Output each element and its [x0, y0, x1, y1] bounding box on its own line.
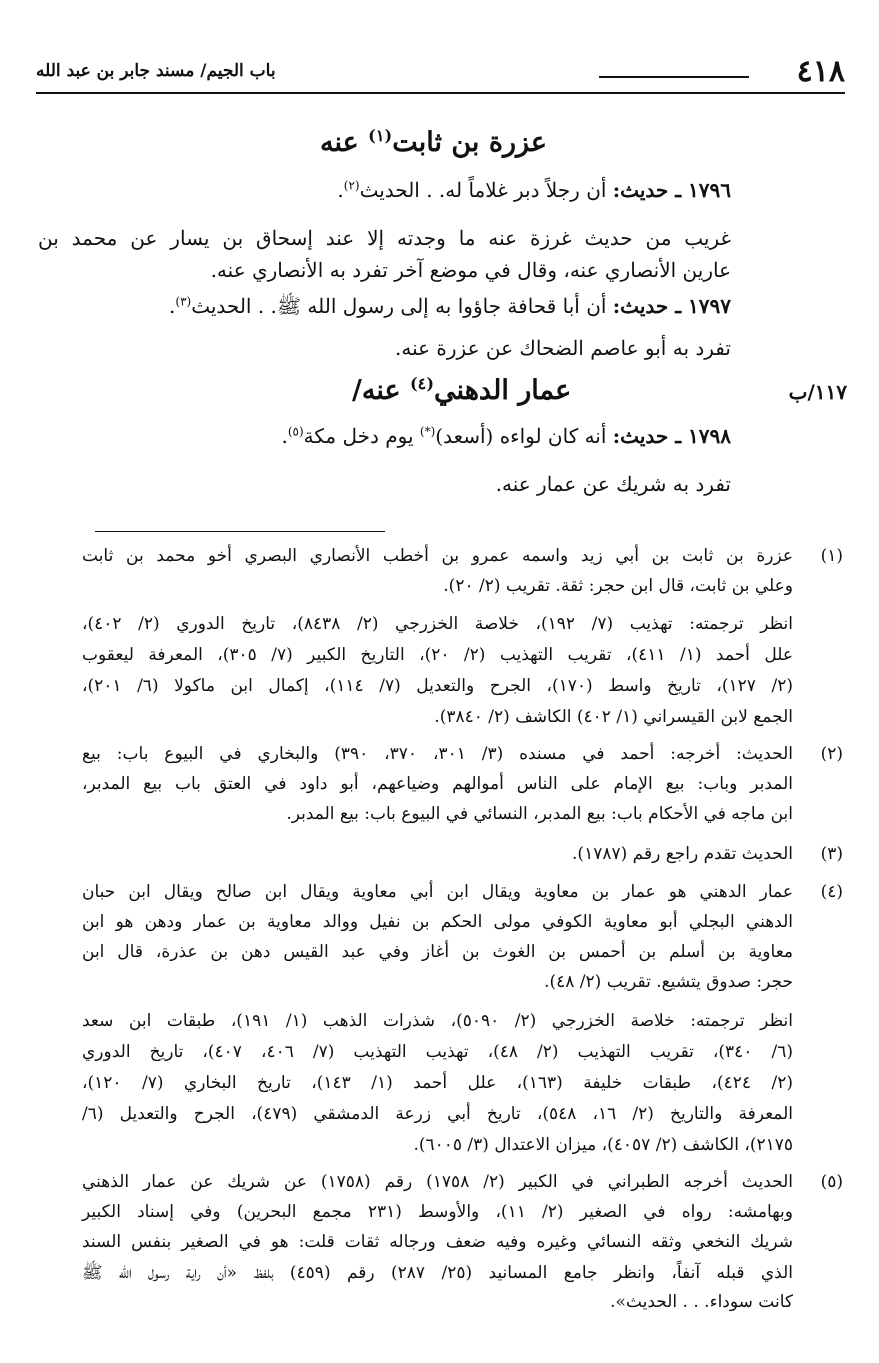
footnote-line: الحديث تقدم راجع رقم (١٧٨٧). [572, 844, 793, 864]
hadith-number: ١٧٩٦ [688, 178, 731, 202]
footnote-line: الجمع لابن القيسراني (١/ ٤٠٢) الكاشف (٢/ ٣٨٤٠). [434, 707, 793, 727]
footnote-line: الذي قبله آنفاً، وانظر جامع المسانيد (٢٥/ ٢٨٧) رقم (٤٥٩) بلفظ «أن راية رسول الله ﷺ [82, 1263, 793, 1283]
heading-name: عزرة بن ثابت [392, 127, 548, 158]
footnote-line: (٦/ ٣٤٠)، تقريب التهذيب (٢/ ٤٨)، تهذيب التهذيب (٧/ ٤٠٦، ٤٠٧)، تاريخ الدوري [82, 1042, 793, 1062]
footnote-line: الدهني البجلي أبو معاوية الكوفي مولى الحكم بن نفيل ووالد معاوية بن عمار ودهن هو ابن [82, 912, 793, 932]
footnote-line: الحديث: أخرجه: أحمد في مسنده (٣/ ٣٠١، ٣٧٠، ٣٩٠) والبخاري في البيوع باب: بيع [82, 744, 794, 764]
hadith-end: . [337, 178, 344, 202]
footnote-number: (٤) [820, 882, 843, 902]
running-title: باب الجيم/ مسند جابر بن عبد الله [36, 61, 276, 81]
footnote-line: كانت سوداء. . . الحديث». [610, 1292, 793, 1312]
footnote-line: انظر ترجمته: خلاصة الخزرجي (٢/ ٥٠٩٠)، شذرات الذهب (١/ ١٩١)، طبقات ابن سعد [82, 1011, 793, 1031]
hadith-number: ١٧٩٧ [688, 294, 731, 318]
footnote-line: الحديث أخرجه الطبراني في الكبير (٢/ ١٧٥٨) رقم (١٧٥٨) عن شريك عن عمار الذهني [82, 1172, 793, 1192]
footnote-number: (٢) [820, 744, 843, 764]
footnote-number: (٥) [820, 1172, 843, 1192]
heading-suffix: عنه [320, 127, 369, 158]
hadith-star-ref: (*) [419, 424, 436, 439]
footnote-line: المعرفة والتاريخ (٢/ ١٦، ٥٤٨)، تاريخ أبي زرعة الدمشقي (٤٧٩)، الجرح والتعديل (٦/ [82, 1104, 794, 1124]
hadith-end: . [169, 294, 176, 318]
footnote-line: (٢/ ٤٢٤)، طبقات خليفة (١٦٣)، علل أحمد (١/ ١٤٣)، تاريخ البخاري (٧/ ١٢٠)، [82, 1073, 793, 1093]
hadith-label: ـ حديث: [612, 424, 689, 448]
footnote-line: شريك النخعي وثقه النسائي وغيره وفيه ضعف ورجاله ثقات قلت: هو في الصغير بنفس السند [82, 1232, 793, 1252]
footnote-line: عمار الدهني هو عمار بن معاوية ويقال ابن أبي معاوية ويقال ابن صالح ويقال ابن حبان [82, 882, 793, 902]
footnote-line: معاوية بن أسلم بن أحمس بن الغوث بن أغاز وفي عبد القيس دهن بن عذرة، قال ابن [82, 942, 793, 962]
comment-line: تفرد به شريك عن عمار عنه. [495, 472, 731, 496]
manuscript-folio-note: ١١٧/ب [788, 380, 847, 404]
footnote-line: (٢/ ١٢٧)، تاريخ واسط (١٧٠)، الجرح والتعديل (٧/ ١١٤)، إكمال ابن ماكولا (٦/ ٢٠١)، [82, 676, 793, 696]
footnote-number: (١) [820, 546, 843, 566]
hadith-label: ـ حديث: [612, 178, 689, 202]
heading-footnote-ref: (١) [368, 126, 393, 145]
hadith-text: يوم دخل مكة [303, 424, 420, 448]
hadith-end: . [281, 424, 288, 448]
footnote-line: ابن ماجه في الأحكام باب: بيع المدبر، النسائي في البيوع باب: بيع المدبر. [286, 804, 793, 824]
hadith-text: أن أبا قحافة جاؤوا به إلى رسول الله ﷺ. . الحديث [191, 294, 613, 318]
footnote-number: (٣) [820, 844, 843, 864]
footnote-line: ٢١٧٥)، الكاشف (٢/ ٤٠٥٧)، ميزان الاعتدال (٣/ ٦٠٠٥). [413, 1135, 793, 1155]
heading-name: عمار الدهني [434, 375, 572, 406]
hadith-text: أن رجلاً دبر غلاماً له. . الحديث [359, 178, 613, 202]
hadith-footnote-ref: (٣) [175, 294, 192, 309]
heading-suffix: عنه/ [352, 375, 410, 406]
footnote-line: وبهامشه: رواه في الصغير (٢/ ١١)، والأوسط (٢٣١ مجمع البحرين) وفي إسناد الكبير [82, 1202, 793, 1222]
comment-line: تفرد به أبو عاصم الضحاك عن عزرة عنه. [395, 336, 731, 360]
footnotes [82, 0, 843, 1363]
footnote-line: المدبر وباب: بيع الإمام على الناس أموالهم وضياعهم، أبو داود في العتق باب بيع المدبر، [82, 774, 793, 794]
footnote-line: وعلي بن ثابت، قال ابن حجر: ثقة. تقريب (٢/ ٢٠). [443, 576, 793, 596]
page-number: ٤١٨ [796, 54, 845, 89]
comment-line: غريب من حديث غرزة عنه ما وجدته إلا عند إسحاق بن يسار عن محمد بن [38, 226, 731, 250]
hadith-footnote-ref: (٢) [343, 178, 360, 193]
footnote-line: عزرة بن ثابت بن أبي زيد واسمه عمرو بن أخطب الأنصاري البصري أخو محمد بن ثابت [82, 546, 793, 566]
footnote-line: علل أحمد (١/ ٤١١)، تقريب التهذيب (٢/ ٢٠)، التاريخ الكبير (٧/ ٣٠٥)، المعرفة ليعقوب [82, 645, 793, 665]
hadith-footnote-ref: (٥) [287, 424, 304, 439]
hadith-number: ١٧٩٨ [688, 424, 731, 448]
heading-footnote-ref: (٤) [410, 374, 435, 393]
hadith-label: ـ حديث: [612, 294, 689, 318]
hadith-text: أنه كان لواءه (أسعد) [435, 424, 613, 448]
comment-line: عارين الأنصاري عنه، وقال في موضع آخر تفرد به الأنصاري عنه. [210, 258, 731, 282]
footnote-line: انظر ترجمته: تهذيب (٧/ ١٩٢)، خلاصة الخزرجي (٢/ ٨٤٣٨)، تاريخ الدوري (٢/ ٤٠٢)، [82, 614, 793, 634]
footnote-line: حجر: صدوق يتشيع. تقريب (٢/ ٤٨). [544, 972, 793, 992]
